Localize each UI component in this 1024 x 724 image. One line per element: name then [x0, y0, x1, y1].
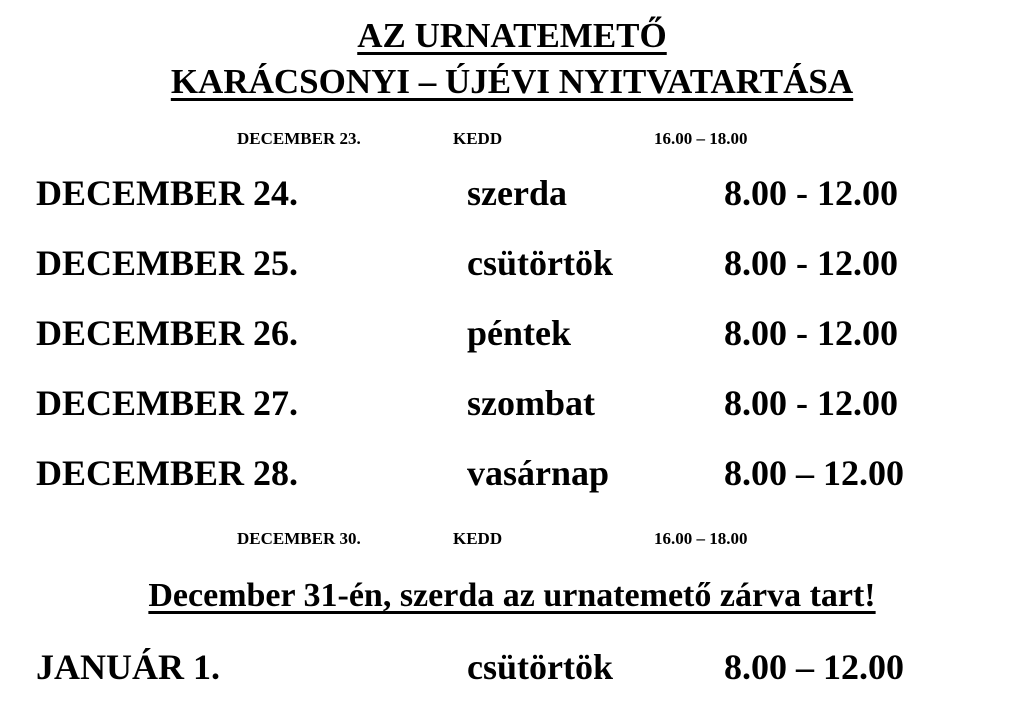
title-line-1: AZ URNATEMETŐ — [357, 16, 667, 55]
schedule-row-dec-26 — [0, 308, 1024, 358]
schedule-date: DECEMBER 23. — [237, 129, 361, 148]
schedule-day: csütörtök — [467, 647, 613, 687]
schedule-day: péntek — [467, 313, 572, 353]
schedule-row-dec-27 — [0, 378, 1024, 428]
schedule-hours: 16.00 – 18.00 — [654, 529, 748, 548]
schedule-date: DECEMBER 30. — [237, 529, 361, 548]
schedule-row-dec-28 — [0, 448, 1024, 498]
schedule-day: csütörtök — [467, 243, 613, 283]
schedule-date: DECEMBER 26. — [36, 313, 299, 353]
title-line-2: KARÁCSONYI – ÚJÉVI NYITVATARTÁSA — [170, 62, 854, 101]
schedule-row-dec-24 — [0, 168, 1024, 218]
schedule-hours: 8.00 – 12.00 — [724, 453, 904, 493]
schedule-date: DECEMBER 28. — [36, 453, 299, 493]
schedule-hours: 16.00 – 18.00 — [654, 129, 748, 148]
schedule-date: DECEMBER 24. — [36, 173, 299, 213]
schedule-day: KEDD — [453, 529, 503, 548]
schedule-hours: 8.00 - 12.00 — [724, 313, 898, 353]
schedule-day: szerda — [467, 173, 567, 213]
schedule-date: DECEMBER 25. — [36, 243, 299, 283]
schedule-row-jan-1 — [0, 642, 1024, 692]
schedule-hours: 8.00 - 12.00 — [724, 383, 898, 423]
schedule-date: JANUÁR 1. — [36, 647, 220, 687]
schedule-day: KEDD — [453, 129, 503, 148]
schedule-hours: 8.00 – 12.00 — [724, 647, 904, 687]
closure-notice: December 31-én, szerda az urnatemető zárva tart! — [148, 577, 876, 614]
schedule-hours: 8.00 - 12.00 — [724, 243, 898, 283]
schedule-hours: 8.00 - 12.00 — [724, 173, 898, 213]
schedule-day: vasárnap — [467, 453, 610, 493]
schedule-row-dec-25 — [0, 238, 1024, 288]
schedule-date: DECEMBER 27. — [36, 383, 299, 423]
schedule-day: szombat — [467, 383, 595, 423]
